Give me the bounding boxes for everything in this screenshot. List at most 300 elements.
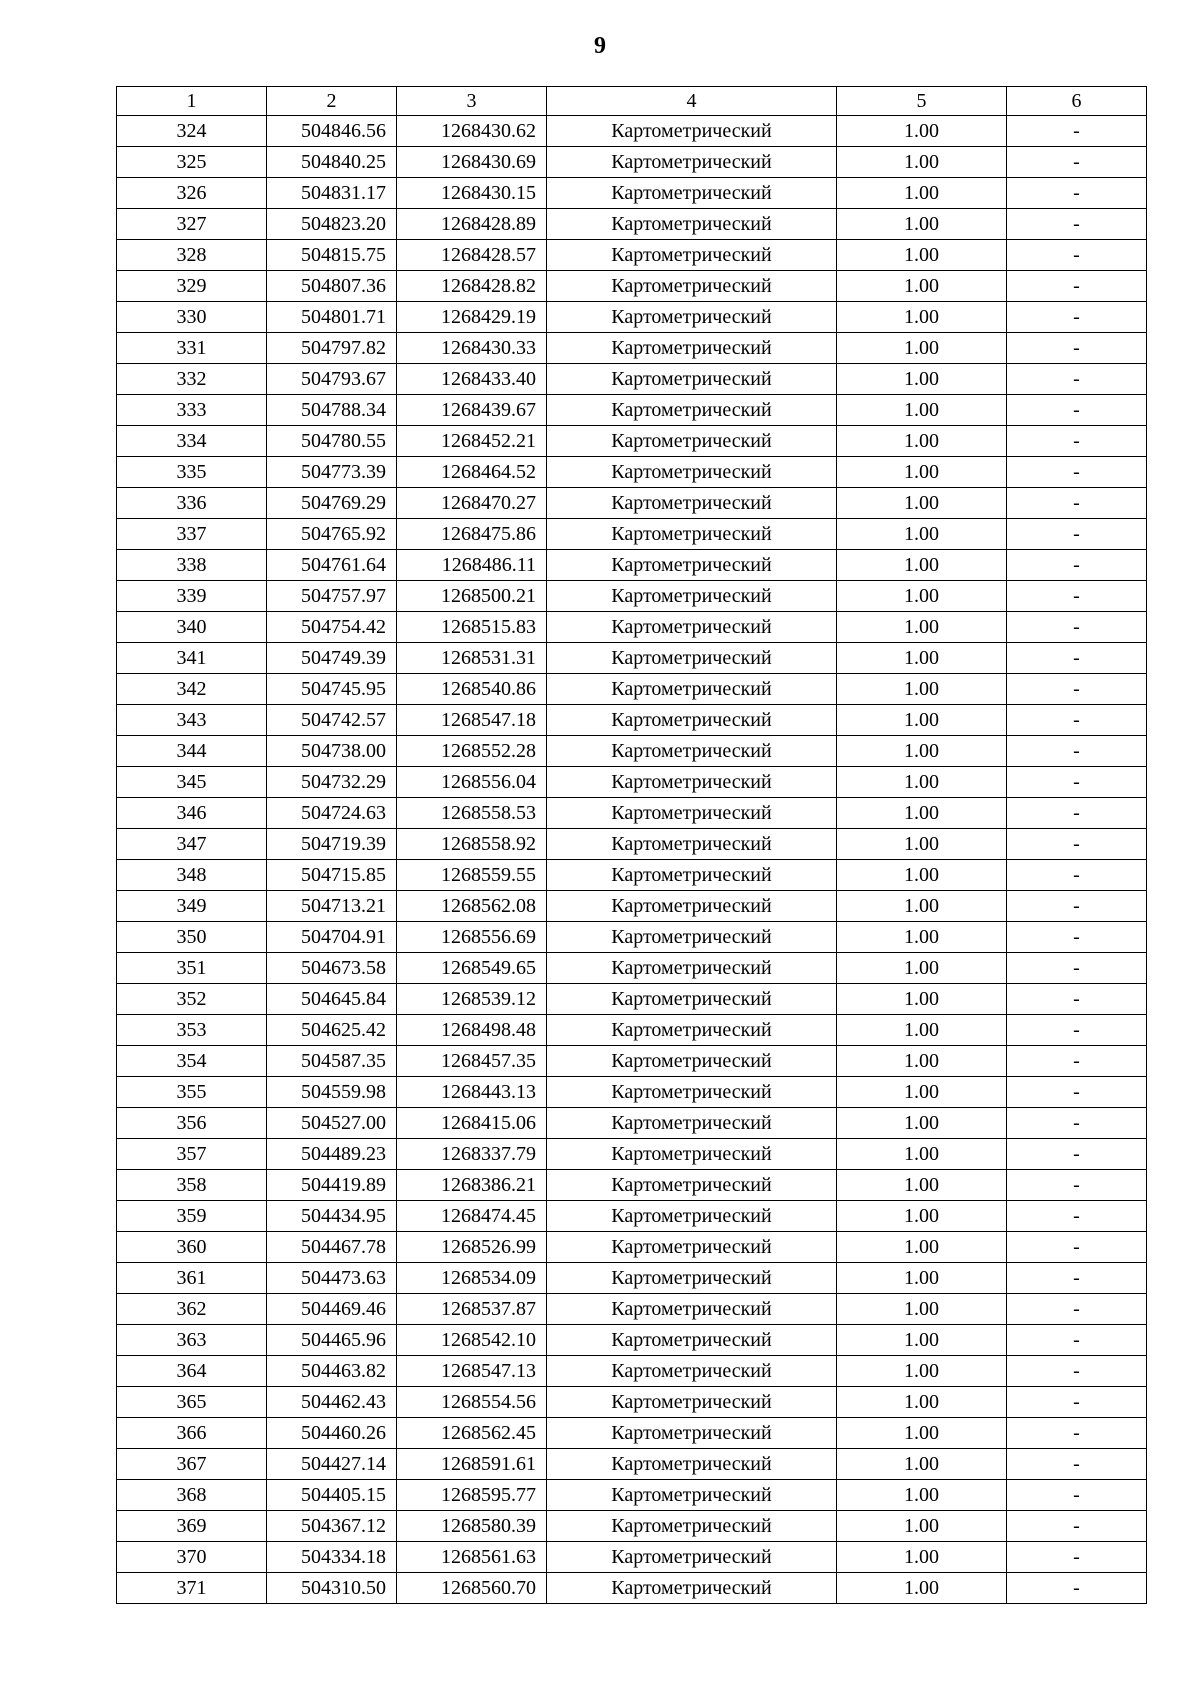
accuracy-cell: 1.00 (837, 426, 1007, 457)
point-number-cell: 358 (117, 1170, 267, 1201)
table-row (117, 147, 1147, 178)
table-row (117, 302, 1147, 333)
method-cell: Картометрический (547, 178, 837, 209)
description-cell: - (1007, 395, 1147, 426)
accuracy-cell: 1.00 (837, 1573, 1007, 1604)
description-cell: - (1007, 209, 1147, 240)
y-coordinate-cell: 1268430.15 (397, 178, 547, 209)
accuracy-cell: 1.00 (837, 1480, 1007, 1511)
x-coordinate-cell: 504334.18 (267, 1542, 397, 1573)
y-coordinate-cell: 1268558.92 (397, 829, 547, 860)
method-cell: Картометрический (547, 953, 837, 984)
point-number-cell: 327 (117, 209, 267, 240)
method-cell: Картометрический (547, 1325, 837, 1356)
description-cell: - (1007, 1449, 1147, 1480)
table-row (117, 674, 1147, 705)
method-cell: Картометрический (547, 333, 837, 364)
method-cell: Картометрический (547, 1542, 837, 1573)
x-coordinate-cell: 504559.98 (267, 1077, 397, 1108)
description-cell: - (1007, 674, 1147, 705)
method-cell: Картометрический (547, 1015, 837, 1046)
y-coordinate-cell: 1268428.57 (397, 240, 547, 271)
point-number-cell: 361 (117, 1263, 267, 1294)
point-number-cell: 344 (117, 736, 267, 767)
y-coordinate-cell: 1268554.56 (397, 1387, 547, 1418)
method-cell: Картометрический (547, 705, 837, 736)
description-cell: - (1007, 1480, 1147, 1511)
method-cell: Картометрический (547, 209, 837, 240)
point-number-cell: 359 (117, 1201, 267, 1232)
description-cell: - (1007, 1201, 1147, 1232)
method-cell: Картометрический (547, 922, 837, 953)
x-coordinate-cell: 504801.71 (267, 302, 397, 333)
x-coordinate-cell: 504780.55 (267, 426, 397, 457)
description-cell: - (1007, 612, 1147, 643)
method-cell: Картометрический (547, 1480, 837, 1511)
x-coordinate-cell: 504465.96 (267, 1325, 397, 1356)
accuracy-cell: 1.00 (837, 1232, 1007, 1263)
description-cell: - (1007, 116, 1147, 147)
accuracy-cell: 1.00 (837, 891, 1007, 922)
description-cell: - (1007, 643, 1147, 674)
y-coordinate-cell: 1268542.10 (397, 1325, 547, 1356)
table-row (117, 116, 1147, 147)
point-number-cell: 367 (117, 1449, 267, 1480)
point-number-cell: 341 (117, 643, 267, 674)
point-number-cell: 331 (117, 333, 267, 364)
point-number-cell: 352 (117, 984, 267, 1015)
point-number-cell: 369 (117, 1511, 267, 1542)
accuracy-cell: 1.00 (837, 116, 1007, 147)
table-row (117, 643, 1147, 674)
method-cell: Картометрический (547, 581, 837, 612)
table-row (117, 1139, 1147, 1170)
x-coordinate-cell: 504732.29 (267, 767, 397, 798)
method-cell: Картометрический (547, 395, 837, 426)
description-cell: - (1007, 1356, 1147, 1387)
y-coordinate-cell: 1268439.67 (397, 395, 547, 426)
accuracy-cell: 1.00 (837, 643, 1007, 674)
method-cell: Картометрический (547, 1139, 837, 1170)
x-coordinate-cell: 504765.92 (267, 519, 397, 550)
point-number-cell: 350 (117, 922, 267, 953)
method-cell: Картометрический (547, 1573, 837, 1604)
table-body (117, 116, 1147, 1604)
x-coordinate-cell: 504645.84 (267, 984, 397, 1015)
table-row (117, 984, 1147, 1015)
accuracy-cell: 1.00 (837, 147, 1007, 178)
description-cell: - (1007, 860, 1147, 891)
method-cell: Картометрический (547, 1356, 837, 1387)
point-number-cell: 334 (117, 426, 267, 457)
table-row (117, 333, 1147, 364)
description-cell: - (1007, 891, 1147, 922)
accuracy-cell: 1.00 (837, 1015, 1007, 1046)
method-cell: Картометрический (547, 116, 837, 147)
method-cell: Картометрический (547, 271, 837, 302)
description-cell: - (1007, 705, 1147, 736)
accuracy-cell: 1.00 (837, 209, 1007, 240)
point-number-cell: 338 (117, 550, 267, 581)
description-cell: - (1007, 1139, 1147, 1170)
x-coordinate-cell: 504489.23 (267, 1139, 397, 1170)
table-row (117, 1511, 1147, 1542)
description-cell: - (1007, 1418, 1147, 1449)
accuracy-cell: 1.00 (837, 1356, 1007, 1387)
x-coordinate-cell: 504815.75 (267, 240, 397, 271)
x-coordinate-cell: 504761.64 (267, 550, 397, 581)
method-cell: Картометрический (547, 1263, 837, 1294)
method-cell: Картометрический (547, 1077, 837, 1108)
point-number-cell: 332 (117, 364, 267, 395)
table-row (117, 178, 1147, 209)
accuracy-cell: 1.00 (837, 1108, 1007, 1139)
point-number-cell: 355 (117, 1077, 267, 1108)
accuracy-cell: 1.00 (837, 674, 1007, 705)
column-header: 1 (117, 87, 267, 116)
method-cell: Картометрический (547, 302, 837, 333)
accuracy-cell: 1.00 (837, 767, 1007, 798)
description-cell: - (1007, 984, 1147, 1015)
accuracy-cell: 1.00 (837, 302, 1007, 333)
point-number-cell: 349 (117, 891, 267, 922)
x-coordinate-cell: 504405.15 (267, 1480, 397, 1511)
y-coordinate-cell: 1268430.33 (397, 333, 547, 364)
method-cell: Картометрический (547, 767, 837, 798)
point-number-cell: 324 (117, 116, 267, 147)
table-row (117, 612, 1147, 643)
accuracy-cell: 1.00 (837, 1263, 1007, 1294)
point-number-cell: 371 (117, 1573, 267, 1604)
accuracy-cell: 1.00 (837, 612, 1007, 643)
x-coordinate-cell: 504738.00 (267, 736, 397, 767)
x-coordinate-cell: 504846.56 (267, 116, 397, 147)
method-cell: Картометрический (547, 1170, 837, 1201)
description-cell: - (1007, 426, 1147, 457)
y-coordinate-cell: 1268537.87 (397, 1294, 547, 1325)
y-coordinate-cell: 1268562.45 (397, 1418, 547, 1449)
y-coordinate-cell: 1268498.48 (397, 1015, 547, 1046)
x-coordinate-cell: 504797.82 (267, 333, 397, 364)
method-cell: Картометрический (547, 1511, 837, 1542)
accuracy-cell: 1.00 (837, 860, 1007, 891)
y-coordinate-cell: 1268556.69 (397, 922, 547, 953)
x-coordinate-cell: 504719.39 (267, 829, 397, 860)
x-coordinate-cell: 504745.95 (267, 674, 397, 705)
x-coordinate-cell: 504673.58 (267, 953, 397, 984)
y-coordinate-cell: 1268552.28 (397, 736, 547, 767)
table-row (117, 209, 1147, 240)
description-cell: - (1007, 1573, 1147, 1604)
y-coordinate-cell: 1268430.62 (397, 116, 547, 147)
description-cell: - (1007, 1542, 1147, 1573)
accuracy-cell: 1.00 (837, 364, 1007, 395)
method-cell: Картометрический (547, 984, 837, 1015)
point-number-cell: 356 (117, 1108, 267, 1139)
y-coordinate-cell: 1268562.08 (397, 891, 547, 922)
description-cell: - (1007, 1325, 1147, 1356)
point-number-cell: 362 (117, 1294, 267, 1325)
table-row (117, 891, 1147, 922)
accuracy-cell: 1.00 (837, 798, 1007, 829)
accuracy-cell: 1.00 (837, 271, 1007, 302)
point-number-cell: 363 (117, 1325, 267, 1356)
y-coordinate-cell: 1268430.69 (397, 147, 547, 178)
description-cell: - (1007, 333, 1147, 364)
description-cell: - (1007, 736, 1147, 767)
point-number-cell: 333 (117, 395, 267, 426)
point-number-cell: 336 (117, 488, 267, 519)
x-coordinate-cell: 504793.67 (267, 364, 397, 395)
table-row (117, 922, 1147, 953)
table-row (117, 1325, 1147, 1356)
page-number: 9 (594, 33, 606, 59)
table-row (117, 1294, 1147, 1325)
table-row (117, 860, 1147, 891)
method-cell: Картометрический (547, 1294, 837, 1325)
point-number-cell: 364 (117, 1356, 267, 1387)
point-number-cell: 357 (117, 1139, 267, 1170)
y-coordinate-cell: 1268561.63 (397, 1542, 547, 1573)
x-coordinate-cell: 504463.82 (267, 1356, 397, 1387)
method-cell: Картометрический (547, 829, 837, 860)
y-coordinate-cell: 1268580.39 (397, 1511, 547, 1542)
description-cell: - (1007, 364, 1147, 395)
table-row (117, 581, 1147, 612)
y-coordinate-cell: 1268474.45 (397, 1201, 547, 1232)
x-coordinate-cell: 504757.97 (267, 581, 397, 612)
table-row (117, 271, 1147, 302)
accuracy-cell: 1.00 (837, 736, 1007, 767)
point-number-cell: 343 (117, 705, 267, 736)
y-coordinate-cell: 1268500.21 (397, 581, 547, 612)
table-row (117, 767, 1147, 798)
x-coordinate-cell: 504742.57 (267, 705, 397, 736)
description-cell: - (1007, 519, 1147, 550)
table-row (117, 395, 1147, 426)
y-coordinate-cell: 1268470.27 (397, 488, 547, 519)
accuracy-cell: 1.00 (837, 1139, 1007, 1170)
x-coordinate-cell: 504715.85 (267, 860, 397, 891)
method-cell: Картометрический (547, 798, 837, 829)
method-cell: Картометрический (547, 457, 837, 488)
y-coordinate-cell: 1268558.53 (397, 798, 547, 829)
accuracy-cell: 1.00 (837, 488, 1007, 519)
x-coordinate-cell: 504625.42 (267, 1015, 397, 1046)
method-cell: Картометрический (547, 1201, 837, 1232)
accuracy-cell: 1.00 (837, 1418, 1007, 1449)
x-coordinate-cell: 504310.50 (267, 1573, 397, 1604)
method-cell: Картометрический (547, 1418, 837, 1449)
table-row (117, 736, 1147, 767)
y-coordinate-cell: 1268531.31 (397, 643, 547, 674)
y-coordinate-cell: 1268515.83 (397, 612, 547, 643)
x-coordinate-cell: 504473.63 (267, 1263, 397, 1294)
accuracy-cell: 1.00 (837, 1542, 1007, 1573)
table-row (117, 798, 1147, 829)
table-row (117, 519, 1147, 550)
x-coordinate-cell: 504840.25 (267, 147, 397, 178)
point-number-cell: 339 (117, 581, 267, 612)
y-coordinate-cell: 1268559.55 (397, 860, 547, 891)
point-number-cell: 347 (117, 829, 267, 860)
description-cell: - (1007, 302, 1147, 333)
y-coordinate-cell: 1268415.06 (397, 1108, 547, 1139)
accuracy-cell: 1.00 (837, 1077, 1007, 1108)
description-cell: - (1007, 1170, 1147, 1201)
table-row (117, 1480, 1147, 1511)
table-row (117, 1232, 1147, 1263)
y-coordinate-cell: 1268428.89 (397, 209, 547, 240)
accuracy-cell: 1.00 (837, 1449, 1007, 1480)
method-cell: Картометрический (547, 1046, 837, 1077)
table-row (117, 457, 1147, 488)
method-cell: Картометрический (547, 426, 837, 457)
x-coordinate-cell: 504419.89 (267, 1170, 397, 1201)
table-row (117, 1108, 1147, 1139)
method-cell: Картометрический (547, 147, 837, 178)
point-number-cell: 328 (117, 240, 267, 271)
point-number-cell: 345 (117, 767, 267, 798)
method-cell: Картометрический (547, 1387, 837, 1418)
point-number-cell: 325 (117, 147, 267, 178)
method-cell: Картометрический (547, 643, 837, 674)
description-cell: - (1007, 922, 1147, 953)
table-row (117, 426, 1147, 457)
table-row (117, 1573, 1147, 1604)
table-row (117, 1046, 1147, 1077)
description-cell: - (1007, 178, 1147, 209)
table-row (117, 1449, 1147, 1480)
y-coordinate-cell: 1268337.79 (397, 1139, 547, 1170)
table-row (117, 1077, 1147, 1108)
table-header-row (117, 87, 1147, 116)
x-coordinate-cell: 504460.26 (267, 1418, 397, 1449)
x-coordinate-cell: 504704.91 (267, 922, 397, 953)
x-coordinate-cell: 504788.34 (267, 395, 397, 426)
y-coordinate-cell: 1268386.21 (397, 1170, 547, 1201)
table-row (117, 364, 1147, 395)
y-coordinate-cell: 1268433.40 (397, 364, 547, 395)
point-number-cell: 342 (117, 674, 267, 705)
x-coordinate-cell: 504527.00 (267, 1108, 397, 1139)
accuracy-cell: 1.00 (837, 457, 1007, 488)
accuracy-cell: 1.00 (837, 953, 1007, 984)
method-cell: Картометрический (547, 1108, 837, 1139)
table-row (117, 1387, 1147, 1418)
description-cell: - (1007, 1015, 1147, 1046)
y-coordinate-cell: 1268526.99 (397, 1232, 547, 1263)
y-coordinate-cell: 1268486.11 (397, 550, 547, 581)
point-number-cell: 353 (117, 1015, 267, 1046)
point-number-cell: 368 (117, 1480, 267, 1511)
accuracy-cell: 1.00 (837, 1201, 1007, 1232)
description-cell: - (1007, 1108, 1147, 1139)
accuracy-cell: 1.00 (837, 240, 1007, 271)
column-header: 3 (397, 87, 547, 116)
point-number-cell: 346 (117, 798, 267, 829)
method-cell: Картометрический (547, 736, 837, 767)
description-cell: - (1007, 1263, 1147, 1294)
x-coordinate-cell: 504823.20 (267, 209, 397, 240)
point-number-cell: 351 (117, 953, 267, 984)
method-cell: Картометрический (547, 1449, 837, 1480)
accuracy-cell: 1.00 (837, 1325, 1007, 1356)
accuracy-cell: 1.00 (837, 922, 1007, 953)
x-coordinate-cell: 504462.43 (267, 1387, 397, 1418)
coordinates-table (116, 86, 1147, 1604)
table-row (117, 1201, 1147, 1232)
method-cell: Картометрический (547, 860, 837, 891)
table-row (117, 488, 1147, 519)
description-cell: - (1007, 829, 1147, 860)
x-coordinate-cell: 504367.12 (267, 1511, 397, 1542)
table-row (117, 705, 1147, 736)
x-coordinate-cell: 504713.21 (267, 891, 397, 922)
table-row (117, 550, 1147, 581)
y-coordinate-cell: 1268457.35 (397, 1046, 547, 1077)
point-number-cell: 340 (117, 612, 267, 643)
method-cell: Картометрический (547, 674, 837, 705)
y-coordinate-cell: 1268547.18 (397, 705, 547, 736)
accuracy-cell: 1.00 (837, 550, 1007, 581)
description-cell: - (1007, 147, 1147, 178)
point-number-cell: 330 (117, 302, 267, 333)
table-row (117, 1418, 1147, 1449)
accuracy-cell: 1.00 (837, 1387, 1007, 1418)
description-cell: - (1007, 457, 1147, 488)
point-number-cell: 354 (117, 1046, 267, 1077)
table-row (117, 953, 1147, 984)
accuracy-cell: 1.00 (837, 178, 1007, 209)
x-coordinate-cell: 504427.14 (267, 1449, 397, 1480)
table-row (117, 1542, 1147, 1573)
accuracy-cell: 1.00 (837, 984, 1007, 1015)
point-number-cell: 360 (117, 1232, 267, 1263)
y-coordinate-cell: 1268428.82 (397, 271, 547, 302)
y-coordinate-cell: 1268549.65 (397, 953, 547, 984)
column-header: 2 (267, 87, 397, 116)
y-coordinate-cell: 1268595.77 (397, 1480, 547, 1511)
description-cell: - (1007, 798, 1147, 829)
table-row (117, 1263, 1147, 1294)
y-coordinate-cell: 1268534.09 (397, 1263, 547, 1294)
accuracy-cell: 1.00 (837, 705, 1007, 736)
y-coordinate-cell: 1268443.13 (397, 1077, 547, 1108)
description-cell: - (1007, 1511, 1147, 1542)
y-coordinate-cell: 1268452.21 (397, 426, 547, 457)
table-row (117, 1356, 1147, 1387)
method-cell: Картометрический (547, 1232, 837, 1263)
y-coordinate-cell: 1268591.61 (397, 1449, 547, 1480)
accuracy-cell: 1.00 (837, 395, 1007, 426)
description-cell: - (1007, 1232, 1147, 1263)
y-coordinate-cell: 1268547.13 (397, 1356, 547, 1387)
description-cell: - (1007, 1046, 1147, 1077)
method-cell: Картометрический (547, 364, 837, 395)
x-coordinate-cell: 504807.36 (267, 271, 397, 302)
x-coordinate-cell: 504587.35 (267, 1046, 397, 1077)
accuracy-cell: 1.00 (837, 1294, 1007, 1325)
description-cell: - (1007, 581, 1147, 612)
x-coordinate-cell: 504754.42 (267, 612, 397, 643)
y-coordinate-cell: 1268556.04 (397, 767, 547, 798)
point-number-cell: 337 (117, 519, 267, 550)
y-coordinate-cell: 1268464.52 (397, 457, 547, 488)
description-cell: - (1007, 240, 1147, 271)
accuracy-cell: 1.00 (837, 333, 1007, 364)
table-row (117, 1170, 1147, 1201)
